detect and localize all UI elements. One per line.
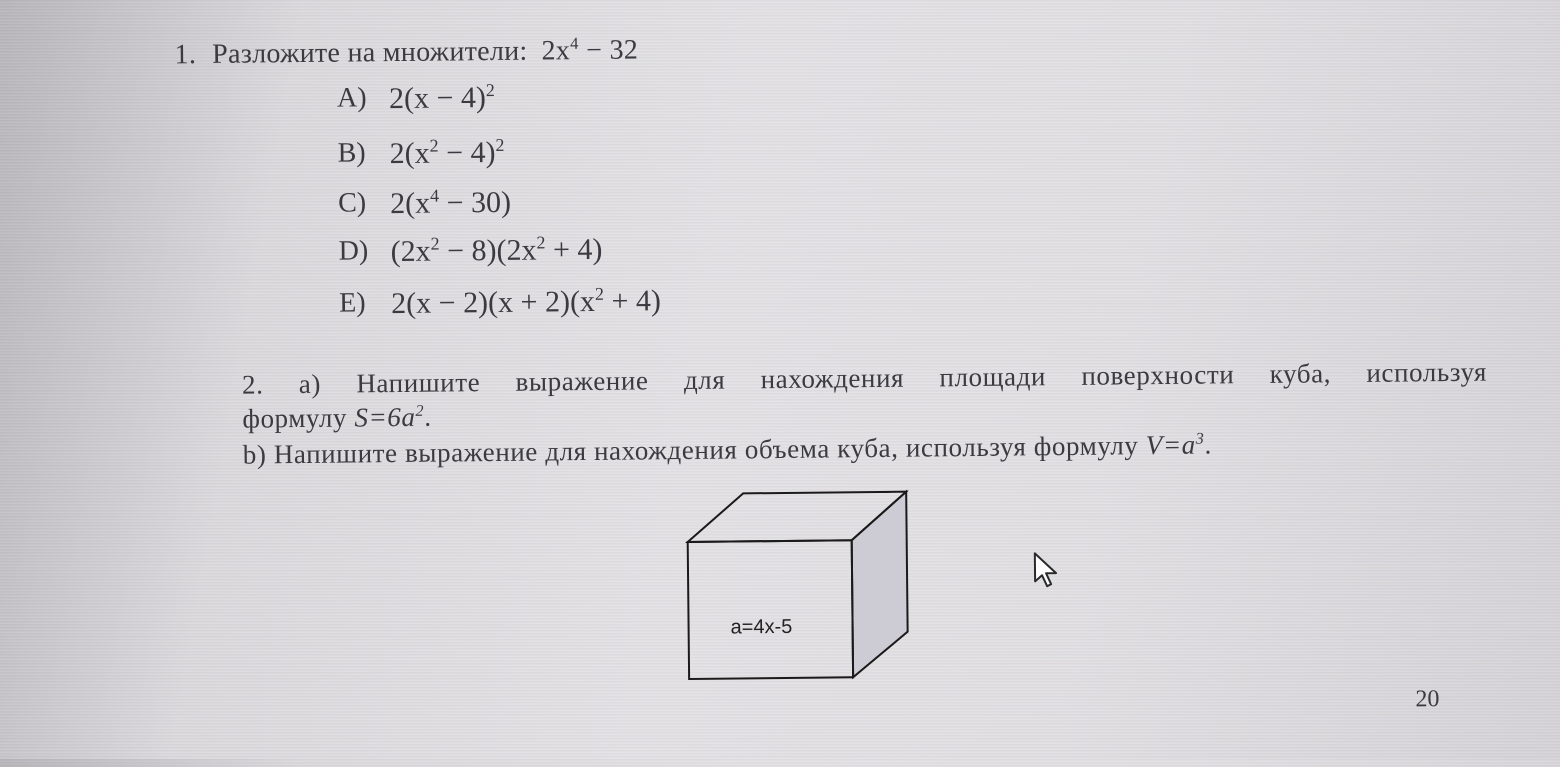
page-number: 20 [1415, 686, 1440, 713]
cube-side-face [851, 492, 908, 678]
question-2b: b) Напишите выражение для нахождения объема куба, используя формулу $V=a^3$. [242, 429, 1212, 470]
cube-side-label: a=4x-5 [730, 615, 793, 639]
question-1-number: 1. [174, 39, 197, 71]
mouse-pointer-icon [1032, 550, 1062, 590]
option-formula: $2(x - 4)^2$ [388, 79, 495, 116]
option-e [339, 284, 661, 321]
option-formula: $2(x - 2)(x + 2)(x^2 + 4)$ [391, 283, 662, 321]
option-c [338, 186, 511, 222]
option-letter: C) [337, 187, 367, 219]
question-1-expression: $2x^4 - 32$ [541, 33, 639, 67]
option-a [337, 81, 495, 117]
cube-drawing [681, 487, 923, 690]
option-formula: $2(x^4 - 30)$ [389, 185, 512, 221]
question-1-heading [174, 34, 638, 71]
question-2a-line2: формулу $S=6a^2$. [242, 401, 432, 434]
option-b [337, 136, 504, 172]
option-letter: D) [338, 235, 369, 267]
cube-figure [681, 487, 923, 690]
question-2a-line1: 2. a) Напишите выражение для нахождения площади поверхности куба, используя [241, 356, 1488, 400]
cube-front-face [688, 540, 853, 679]
option-letter: E) [339, 287, 366, 319]
option-formula: $(2x^2 - 8)(2x^2 + 4)$ [390, 232, 603, 269]
option-letter: B) [337, 137, 366, 169]
option-d [338, 233, 602, 270]
question-1-prompt: Разложите на множители: [212, 35, 528, 70]
option-formula: $2(x^2 - 4)^2$ [389, 134, 505, 171]
option-letter: A) [336, 82, 367, 114]
